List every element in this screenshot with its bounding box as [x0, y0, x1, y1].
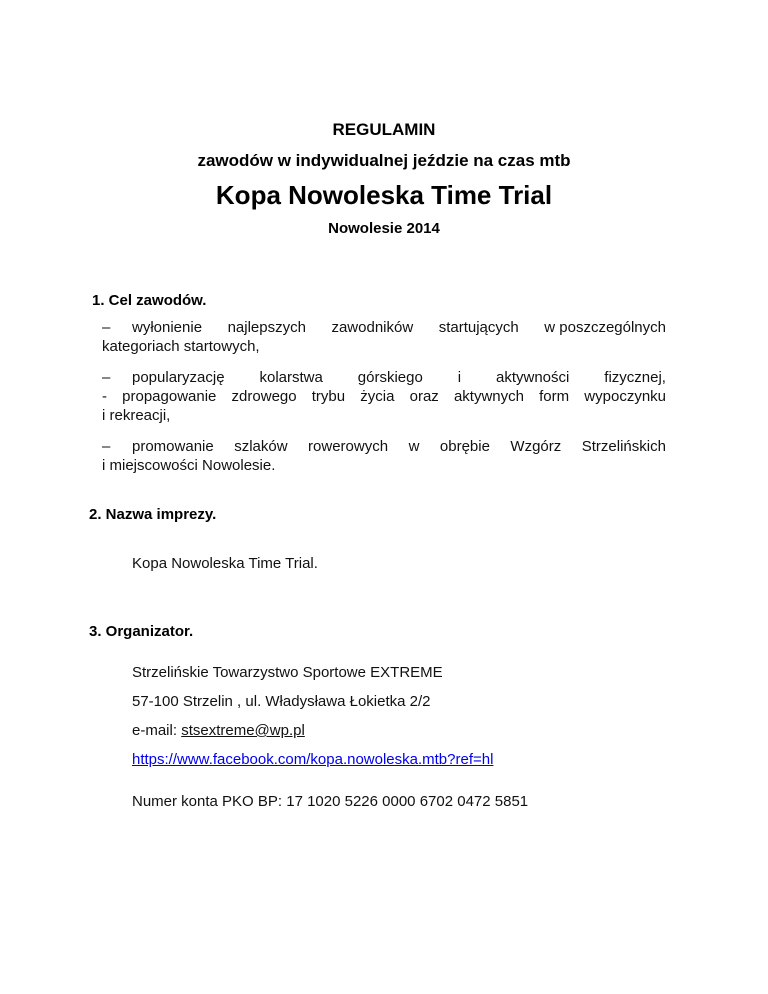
bullet-continuation: i miejscowości Nowolesie. — [102, 457, 276, 474]
event-name: Kopa Nowoleska Time Trial — [215, 180, 553, 210]
word: obrębie — [439, 438, 490, 455]
bullet-first-line — [132, 368, 666, 387]
section-heading-organizator: 3. Organizator. — [89, 623, 194, 640]
list-item — [102, 318, 666, 337]
organizer-name: Strzelińskie Towarzystwo Sportowe EXTREME — [132, 664, 443, 681]
bullet-continuation: i rekreacji, — [102, 407, 171, 424]
section-heading-cel: 1. Cel zawodów. — [92, 292, 207, 309]
section-heading-nazwa: 2. Nazwa imprezy. — [89, 506, 217, 523]
list-item — [102, 437, 666, 456]
event-name-text: Kopa Nowoleska Time Trial. — [132, 555, 318, 572]
word: i — [457, 369, 462, 386]
bank-account: Numer konta PKO BP: 17 1020 5226 0000 6702 0472 5851 — [132, 793, 529, 810]
document-title: REGULAMIN — [332, 120, 436, 139]
word: kolarstwa — [259, 369, 323, 386]
word: rowerowych — [308, 438, 389, 455]
bullet-first-line — [132, 318, 666, 337]
word: Wzgórz — [510, 438, 562, 455]
bullet-first-line — [132, 437, 666, 456]
word: startujących — [438, 319, 519, 336]
word: wyłonienie — [132, 319, 203, 336]
word: promowanie — [132, 438, 214, 455]
email-label: e-mail: — [132, 722, 182, 739]
word: zawodników — [331, 319, 414, 336]
email-link[interactable]: stsextreme@wp.pl — [181, 722, 305, 739]
organizer-email-line — [132, 721, 305, 740]
word: Strzelińskich — [581, 438, 666, 455]
word: najlepszych — [227, 319, 306, 336]
bullet-continuation: - propagowanie zdrowego trybu życia oraz aktywnych form wypoczynku — [102, 388, 666, 405]
organizer-address: 57-100 Strzelin , ul. Władysława Łokietka 2/2 — [132, 693, 431, 710]
bullet-continuation: kategoriach startowych, — [102, 338, 260, 355]
word: popularyzację — [132, 369, 225, 386]
dash-bullet: – — [102, 438, 111, 455]
word: w poszczególnych — [544, 319, 666, 336]
word: górskiego — [357, 369, 423, 386]
word: w — [408, 438, 420, 455]
facebook-link[interactable]: https://www.facebook.com/kopa.nowoleska.mtb?ref=hl — [132, 751, 494, 768]
dash-bullet: – — [102, 319, 111, 336]
location-year: Nowolesie 2014 — [328, 220, 440, 237]
word: aktywności — [496, 369, 570, 386]
dash-bullet: – — [102, 369, 111, 386]
word: fizycznej, — [604, 369, 666, 386]
document-subtitle: zawodów w indywidualnej jeździe na czas mtb — [197, 151, 571, 170]
word: szlaków — [234, 438, 288, 455]
list-item — [102, 368, 666, 387]
